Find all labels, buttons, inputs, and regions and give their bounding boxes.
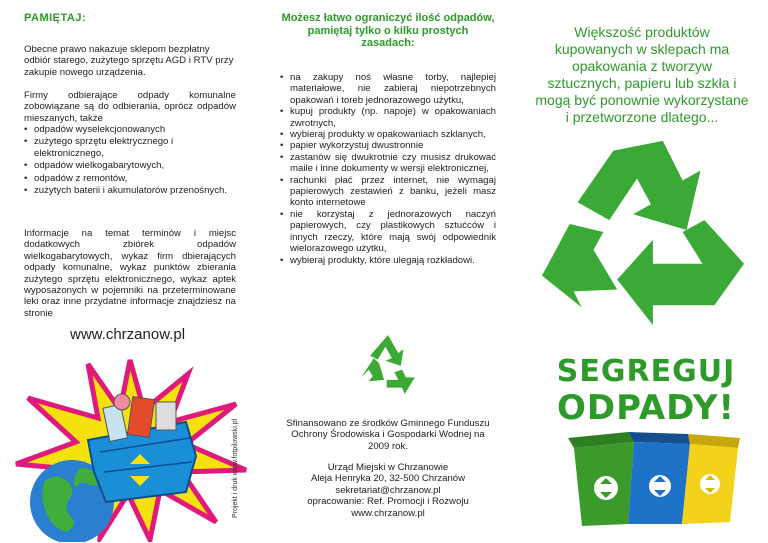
funding-note: Sfinansowano ze środków Gminnego Funduszu Ochrony Środowiska i Gospodarki Wodnej na 2009 rok.	[286, 418, 490, 452]
recycle-icon	[356, 330, 420, 394]
website-link[interactable]: www.chrzanow.pl	[351, 507, 425, 519]
green-bin	[568, 432, 634, 526]
list-item: • papier wykorzystuj dwustronnie	[280, 140, 496, 151]
list-item: • odpadów z remontów,	[24, 173, 236, 184]
list-item: • zastanów się dwukrotnie czy musisz drukować maile i inne dokumenty w wersji elektronicznej,	[280, 152, 496, 175]
list-item: • odpadów wyselekcjonowanych	[24, 124, 236, 135]
street-address: Aleja Henryka 20, 32-500 Chrzanów	[310, 473, 466, 485]
left-panel	[0, 0, 256, 543]
email-link[interactable]: sekretariat@chrzanow.pl	[335, 484, 441, 496]
list-item: • wybieraj produkty w opakowaniach szklanych,	[280, 129, 496, 140]
recycle-icon	[534, 120, 752, 340]
address-block	[280, 462, 496, 519]
office-name: Urząd Miejski w Chrzanowie	[327, 462, 449, 473]
list-item: • kupuj produkty (np. napoje) w opakowaniach zwrotnych,	[280, 106, 496, 129]
list-item: • odpadów wielkogabarytowych,	[24, 160, 236, 171]
waste-types-list	[24, 124, 236, 197]
blue-bin	[628, 432, 690, 524]
slogan-segreguj: SEGREGUJ	[556, 354, 736, 389]
prepared-by: opracowanie: Ref. Promocji i Rozwoju	[307, 496, 469, 508]
globe-basket-illustration	[10, 352, 250, 542]
law-paragraph: Obecne prawo nakazuje sklepom bezpłatny odbiór starego, zużytego sprzętu AGD i RTV przy zakupie nowego urządzenia.	[24, 44, 234, 78]
print-credit: Projekt i druk www.fotpilowski.pl	[232, 418, 239, 518]
slogan-odpady: ODPADY!	[556, 388, 736, 428]
info-paragraph: Informacje na temat terminów i miejsc dodatkowych zbiórek odpadów wielkogabarytowych, wykaz firm dbierających odpady komunalne, wykaz punktów zbierania zużytego sprzętu elektronicznego, wykaz aptek wyposażonych w pojemniki na przeterminowane leki oraz inne przydatne informacje znajdziesz na stronie	[24, 228, 236, 319]
tips-heading: Możesz łatwo ograniczyć ilość odpadów, pamiętaj tylko o kilku prostych zasadach:	[281, 12, 495, 49]
website-link[interactable]: www.chrzanow.pl	[70, 326, 186, 343]
remember-heading: PAMIĘTAJ:	[24, 12, 87, 24]
list-item: • wybieraj produkty, które ulegają rozkładowi.	[280, 255, 496, 266]
tips-list	[280, 72, 496, 266]
list-item: • zużytego sprzętu elektrycznego i elektronicznego,	[24, 136, 236, 159]
intro-text: Większość produktów kupowanych w sklepach ma opakowania z tworzyw sztucznych, papieru lub szkła i mogą być ponownie wykorzystane i przetworzone dlatego...	[535, 24, 749, 125]
list-item: • zużytych baterii i akumulatorów przenośnych.	[24, 185, 236, 196]
list-item: • nie korzystaj z jednorazowych naczyń papierowych, czy plastikowych sztućców i innych rzeczy, które mają swój odpowiednik wielorazowego użytku,	[280, 209, 496, 255]
right-panel	[512, 0, 768, 543]
companies-paragraph: Firmy odbierające odpady komunalne zobowiązane są do odbierania, oprócz odpadów mieszanych, także	[24, 90, 236, 124]
middle-panel	[256, 0, 512, 543]
yellow-bin	[682, 434, 740, 524]
list-item: • na zakupy noś własne torby, najlepiej materiałowe, nie zabieraj niepotrzebnych opakowań i toreb jednorazowego użytku,	[280, 72, 496, 106]
recycling-bins	[564, 428, 744, 528]
list-item: • rachunki płać przez internet, nie wymagaj papierowych zestawień z banku, jeżeli masz konto internetowe	[280, 175, 496, 209]
